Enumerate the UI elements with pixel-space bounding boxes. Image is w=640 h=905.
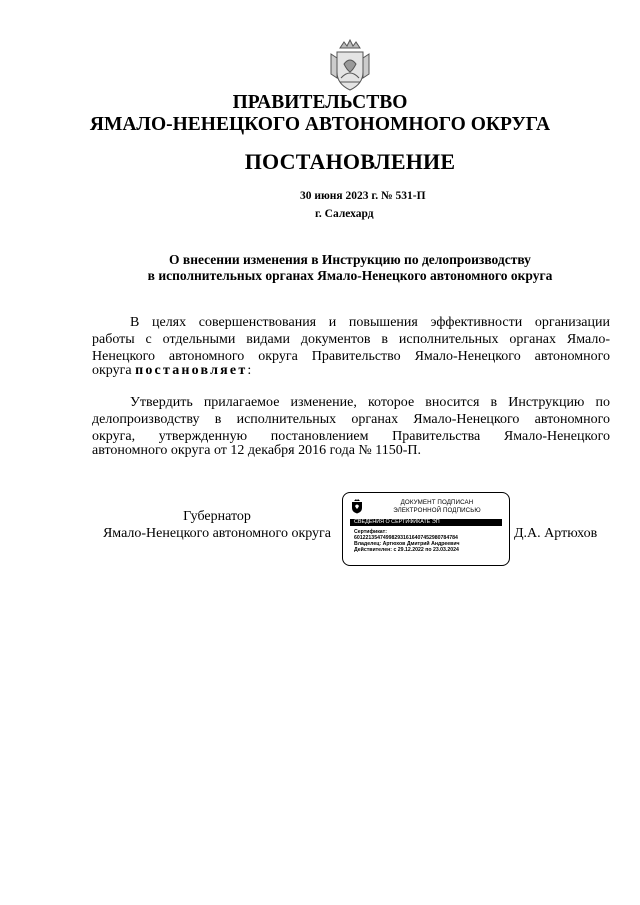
document-subject-line: О внесении изменения в Инструкцию по делопроизводству	[169, 252, 531, 267]
signatory-role-region: Ямало-Ненецкого автономного округа	[102, 526, 332, 541]
stamp-certificate-bar: СВЕДЕНИЯ О СЕРТИФИКАТЕ ЭП	[350, 519, 502, 526]
document-city: г. Салехард	[315, 208, 374, 220]
paragraph-line: округа, утвержденную постановлением Правительства Ямало-Ненецкого	[92, 429, 610, 444]
paragraph-line: автономного округа от 12 декабря 2016 года № 1150-П.	[92, 443, 422, 458]
government-title: ПРАВИТЕЛЬСТВО	[232, 92, 408, 113]
stamp-heading: ЭЛЕКТРОННОЙ ПОДПИСЬЮ	[393, 507, 481, 514]
stamp-owner: Владелец: Артюхов Дмитрий Андреевич	[354, 541, 460, 547]
document-type-title: ПОСТАНОВЛЕНИЕ	[244, 149, 456, 174]
document-subject-line: в исполнительных органах Ямало-Ненецкого автономного округа	[147, 268, 553, 283]
paragraph-text: округа	[92, 363, 136, 378]
paragraph-line: Ненецкого автономного округа Правительство Ямало-Ненецкого автономного	[92, 349, 610, 364]
paragraph-line: Утвердить прилагаемое изменение, которое вносится в Инструкцию по	[130, 395, 610, 410]
stamp-emblem-icon	[351, 498, 363, 514]
paragraph-line: работы с отдельными видами документов в исполнительных органах Ямало-	[92, 332, 610, 347]
signatory-role: Губернатор	[183, 509, 251, 524]
electronic-signature-stamp	[342, 492, 510, 566]
government-region-title: ЯМАЛО-НЕНЕЦКОГО АВТОНОМНОГО ОКРУГА	[89, 114, 551, 135]
coat-of-arms-icon	[328, 38, 372, 92]
paragraph-line: делопроизводству в исполнительных органах Ямало-Ненецкого автономного	[92, 412, 610, 427]
decree-keyword: постановляет	[135, 363, 248, 378]
paragraph-line: В целях совершенствования и повышения эффективности организации	[130, 315, 610, 330]
stamp-certificate-label: Сертификат:	[354, 529, 387, 535]
signatory-name: Д.А. Артюхов	[514, 526, 598, 541]
paragraph-text: :	[247, 363, 252, 378]
document-date-number: 30 июня 2023 г. № 531-П	[300, 190, 426, 202]
paragraph-line	[92, 362, 610, 379]
stamp-heading: ДОКУМЕНТ ПОДПИСАН	[400, 499, 474, 506]
stamp-certificate-number: 601221354749982931616407452980784784	[354, 535, 458, 541]
stamp-validity: Действителен: с 29.12.2022 по 23.03.2024	[354, 547, 459, 553]
